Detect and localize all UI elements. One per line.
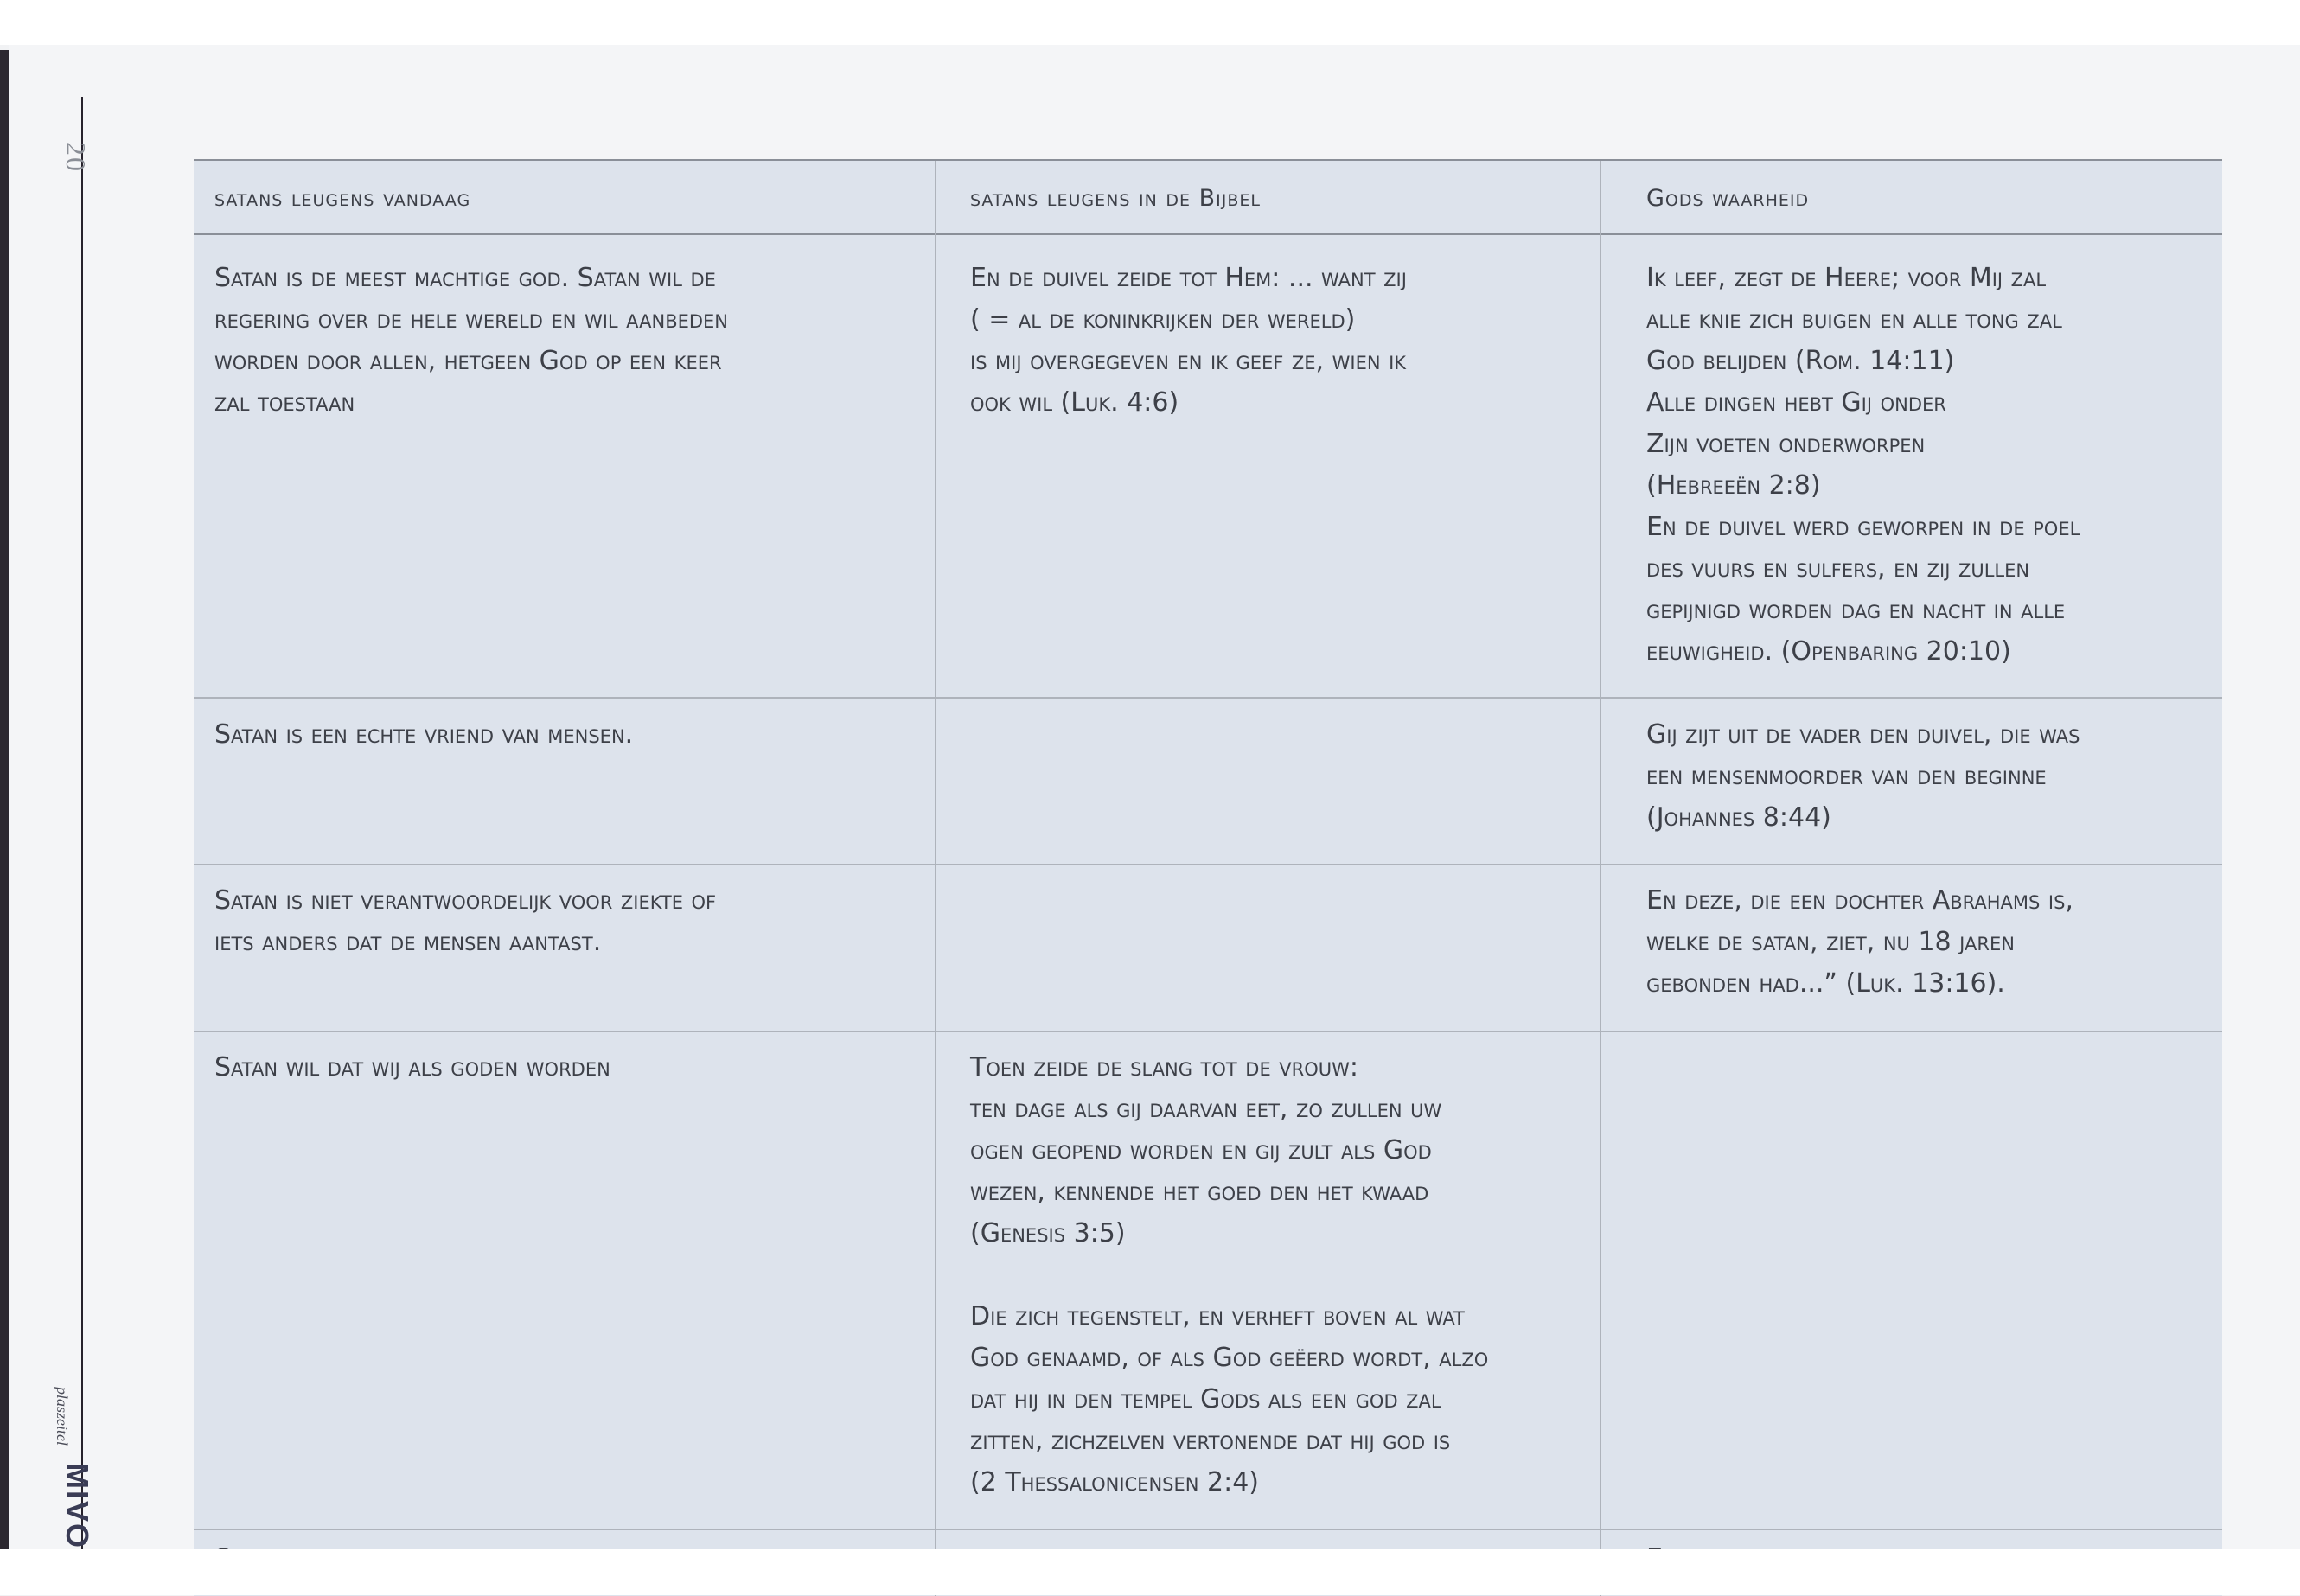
header-gods-waarheid: Gods waarheid (1646, 185, 1810, 212)
header-satans-leugens-vandaag: satans leugens vandaag (214, 185, 471, 212)
margin-rule (81, 97, 83, 1594)
book-binding-edge (0, 50, 9, 1550)
row-divider (194, 1031, 2222, 1032)
row-divider (194, 1529, 2222, 1530)
scan-top-margin (0, 0, 2300, 45)
row-4-today: Satan wil dat wij als goden worden (214, 1052, 610, 1082)
row-divider (194, 864, 2222, 865)
row-4-bible: Toen zeide de slang tot de vrouw: ten dage als gij daarvan eet, zo zullen uw ogen geopend worden en gij zult als God wezen, kennende het goed den het kwaad (Genesis 3:5) Die zich tegenstelt, en verheft boven al wat God genaamd, of als God geëerd wordt, alzo dat hij in den tempel Gods als een god zal zitten, zichzelven vertonende dat hij god is (2 Thessalonicensen 2:4) (970, 1052, 1489, 1497)
row-3-truth: En deze, die een dochter Abrahams is, welke de satan, ziet, nu 18 jaren gebonden had...” (Luk. 13:16). (1646, 885, 2073, 999)
row-2-truth: Gij zijt uit de vader den duivel, die was een mensenmoorder van den beginne (Johannes 8:44) (1646, 719, 2080, 833)
book-page (9, 45, 2300, 1549)
row-1-truth: Ik leef, zegt de Heere; voor Mij zal alle knie zich buigen en alle tong zal God belijden (Rom. 14:11) Alle dingen hebt Gij onder Zijn voeten onderworpen (Hebreeën 2:8) En de duivel werd geworpen in de poel des vuurs en sulfers, en zij zullen gepijnigd worden dag en nacht in alle eeuwigheid. (Openbaring 20:10) (1646, 263, 2080, 667)
row-2-today: Satan is een echte vriend van mensen. (214, 719, 634, 750)
brand-subtitle: plaszeitel (54, 1387, 71, 1446)
header-satans-leugens-bijbel: satans leugens in de Bijbel (970, 185, 1261, 212)
row-3-today: Satan is niet verantwoordelijk voor ziekte of iets anders dat de mensen aantast. (214, 885, 717, 957)
row-1-today: Satan is de meest machtige god. Satan wil de regering over de hele wereld en wil aanbeden worden door allen, hetgeen God op een keer zal toestaan (214, 263, 729, 418)
column-divider (1600, 161, 1601, 1596)
brand-logo: MIVO (60, 1463, 95, 1550)
row-1-bible: En de duivel zeide tot Hem: ... want zij ( = al de koninkrijken der wereld) is mij overgegeven en ik geef ze, wien ik ook wil (Luk. 4:6) (970, 263, 1407, 418)
page-number: 20 (61, 142, 92, 173)
comparison-table (194, 159, 2222, 1596)
row-divider (194, 697, 2222, 699)
scan-bottom-margin (0, 1549, 2300, 1595)
column-divider (935, 161, 936, 1596)
